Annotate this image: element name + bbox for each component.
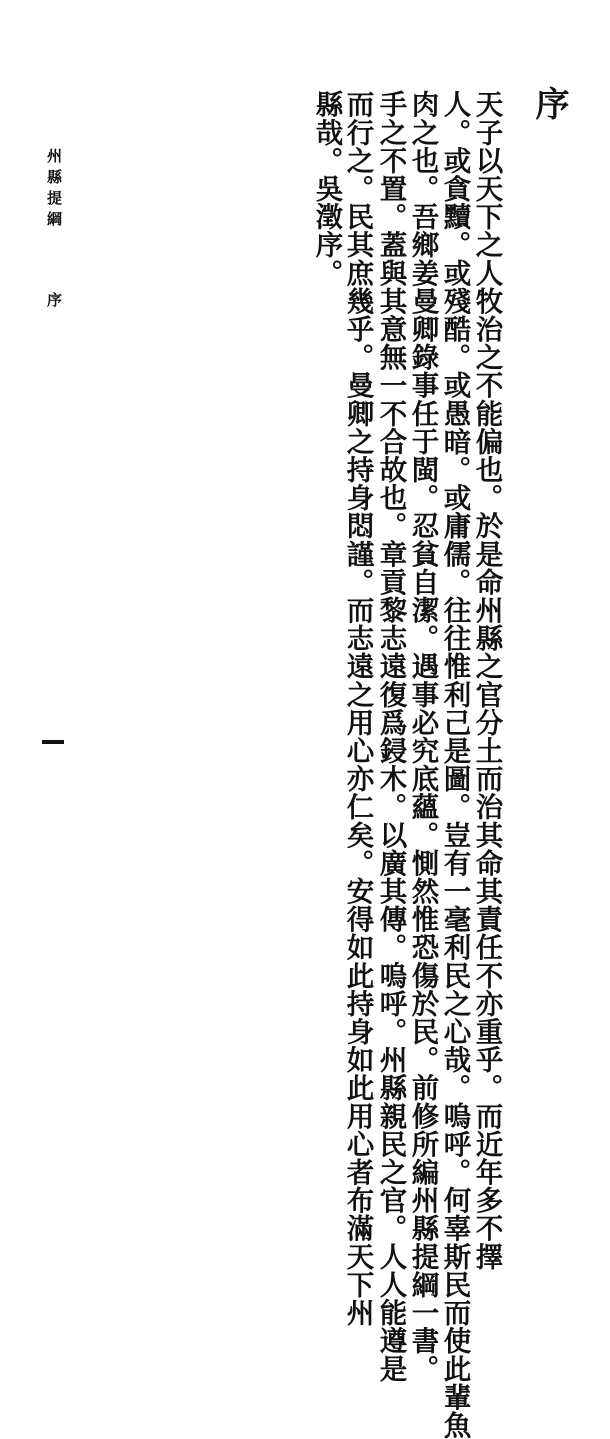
- text-column-4: 手之不置。蓋與其意無一不合故也。章貢黎志遠復爲鋟木。以廣其傳。嗚呼。州縣親民之官。人人能遵是: [374, 90, 407, 1383]
- margin-book-title: 州縣提綱: [45, 148, 63, 232]
- margin-section-label: 序: [45, 292, 63, 307]
- text-column-6: 縣哉。吳澂序。: [310, 90, 343, 287]
- preface-heading: 序: [529, 86, 569, 122]
- page-number: [42, 740, 64, 744]
- text-column-5: 而行之。民其庶幾乎。曼卿之持身悶謹。而志遠之用心亦仁矣。安得如此持身如此用心者布滿天下州: [341, 90, 374, 1327]
- text-column-1: 天子以天下之人牧治之不能偏也。於是命州縣之官分土而治其命其責任不亦重乎。而近年多不擇: [470, 90, 503, 1271]
- text-column-3: 肉之也。吾鄉姜曼卿錄事任于閩。忍貧自潔。遇事必究底蘊。惻然惟恐傷於民。前修所編州縣提綱一書。: [406, 90, 439, 1383]
- text-column-2: 人。或貪黷。或殘酷。或愚暗。或庸儒。往往惟利己是圖。豈有一毫利民之心哉。嗚呼。何辜斯民而使此輩魚: [438, 90, 471, 1439]
